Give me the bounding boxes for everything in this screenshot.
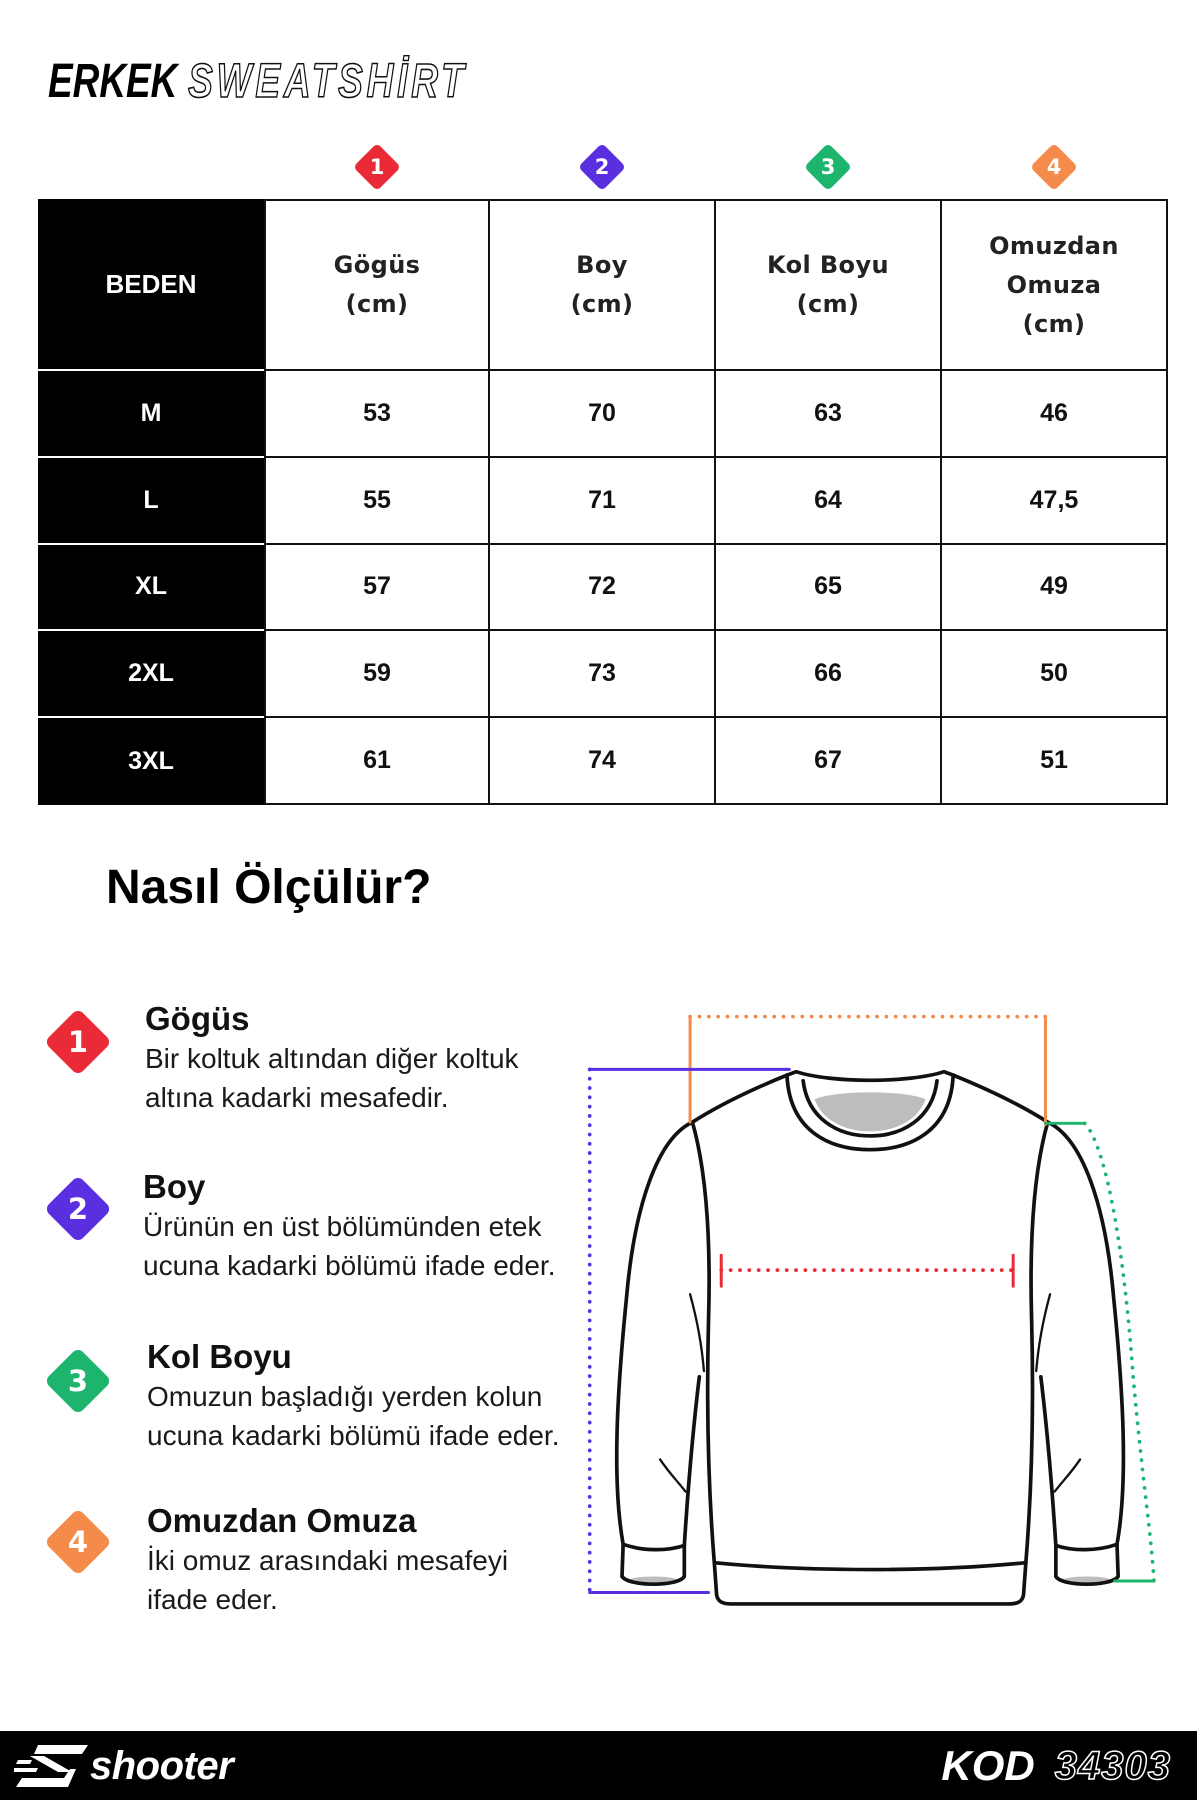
cell-value: 49: [1040, 572, 1068, 601]
column-header-unit: (cm): [570, 290, 634, 318]
badge-number: 4: [67, 1525, 89, 1559]
howto-item-shoulder: [147, 1501, 508, 1619]
footer: [0, 1731, 1197, 1800]
howto-item-sleeve: [147, 1337, 560, 1455]
table-cell: [716, 458, 942, 545]
cell-value: 53: [363, 398, 391, 427]
item-description: İki omuz arasındaki mesafeyi: [147, 1545, 509, 1576]
table-cell: [942, 371, 1168, 458]
column-header-line: Boy: [576, 251, 628, 279]
cell-value: 73: [588, 659, 616, 688]
column-header-unit: (cm): [796, 290, 860, 318]
item-description: ifade eder.: [147, 1584, 278, 1615]
cell-value: 66: [814, 659, 842, 688]
cell-value: 57: [363, 572, 391, 601]
brand-name: shooter: [90, 1743, 234, 1788]
table-cell: [264, 458, 490, 545]
column-header-shoulder: [942, 199, 1168, 371]
badge-number: 3: [820, 155, 836, 179]
page-title-outline: SWEATSHİRT: [188, 55, 468, 108]
product-code-value: 34303: [1054, 1743, 1171, 1788]
item-description: ucuna kadarki bölümü ifade eder.: [143, 1250, 556, 1281]
item-title: Omuzdan Omuza: [147, 1502, 417, 1539]
table-cell: [942, 458, 1168, 545]
cell-value: 55: [363, 485, 391, 514]
cell-value: 63: [814, 398, 842, 427]
table-cell: [490, 458, 716, 545]
column-header-unit: (cm): [345, 290, 409, 318]
table-cell: [264, 718, 490, 805]
number-badge-1: [353, 143, 401, 191]
size-cell: [38, 458, 264, 545]
cell-value: 51: [1040, 746, 1068, 775]
size-header-label: BEDEN: [105, 268, 197, 299]
table-cell: [490, 545, 716, 632]
cell-value: 65: [814, 572, 842, 601]
sleeve-guide-ends: [1045, 1123, 1153, 1581]
cell-value: 61: [363, 746, 391, 775]
cell-value: 74: [588, 746, 616, 775]
item-title: Kol Boyu: [147, 1338, 292, 1375]
shooter-logo-icon: [14, 1742, 88, 1790]
page-title-bold: ERKEK: [48, 55, 178, 108]
table-cell: [490, 371, 716, 458]
badge-number: 4: [1046, 155, 1062, 179]
number-badge-2: [43, 1174, 113, 1244]
item-description: Omuzun başladığı yerden kolun: [147, 1381, 543, 1412]
table-cell: [264, 371, 490, 458]
number-badge-3: [43, 1346, 113, 1416]
item-title: Gögüs: [145, 1000, 250, 1037]
cell-value: 46: [1040, 398, 1068, 427]
cell-value: 59: [363, 659, 391, 688]
item-description: Bir koltuk altından diğer koltuk: [145, 1043, 519, 1074]
howto-item-chest: [145, 999, 519, 1117]
howto-item-length: [143, 1167, 556, 1285]
size-table: [38, 199, 1168, 805]
table-cell: [942, 545, 1168, 632]
cell-value: 67: [814, 746, 842, 775]
column-header-line: Kol Boyu: [767, 251, 889, 279]
badge-number: 2: [594, 155, 610, 179]
cell-value: 64: [814, 485, 842, 514]
table-cell: [716, 718, 942, 805]
section-title: Nasıl Ölçülür?: [106, 861, 432, 914]
number-badge-4: [1030, 143, 1078, 191]
size-cell: [38, 545, 264, 632]
size-label: M: [140, 398, 162, 427]
size-label: XL: [135, 572, 167, 601]
column-header-line: Omuzdan: [989, 231, 1119, 260]
column-header-sleeve: [716, 199, 942, 371]
product-code-label: KOD: [941, 1741, 1035, 1789]
column-header-length: [490, 199, 716, 371]
size-label: 3XL: [128, 747, 174, 776]
item-title: Boy: [143, 1168, 206, 1205]
table-cell: [490, 631, 716, 718]
table-cell: [264, 631, 490, 718]
table-cell: [716, 371, 942, 458]
cell-value: 71: [588, 485, 616, 514]
table-cell: [942, 718, 1168, 805]
item-description: ucuna kadarki bölümü ifade eder.: [147, 1420, 560, 1451]
badge-number: 3: [67, 1364, 89, 1398]
badge-number: 1: [369, 155, 385, 179]
sweatshirt-icon: [577, 1004, 1177, 1612]
cell-value: 50: [1040, 659, 1068, 688]
table-cell: [716, 631, 942, 718]
column-header-line: Omuza: [1006, 270, 1102, 299]
page-title: [48, 55, 468, 108]
number-badge-3: [804, 143, 852, 191]
cell-value: 70: [588, 398, 616, 427]
item-description: altına kadarki mesafedir.: [145, 1082, 449, 1113]
size-cell: [38, 631, 264, 718]
chest-guide-ends: [721, 1255, 1013, 1286]
number-badge-1: [43, 1007, 113, 1077]
table-cell: [942, 631, 1168, 718]
cell-value: 72: [588, 572, 616, 601]
size-label: L: [143, 485, 159, 514]
table-cell: [490, 718, 716, 805]
badge-number: 2: [67, 1192, 89, 1226]
brand-logo: [14, 1742, 233, 1790]
cell-value: 47,5: [1029, 485, 1079, 514]
item-description: Ürünün en üst bölümünden etek: [143, 1211, 542, 1242]
column-header-chest: [264, 199, 490, 371]
sweatshirt-outline: [617, 1072, 1124, 1604]
size-cell: [38, 718, 264, 805]
badge-number: 1: [67, 1025, 89, 1059]
number-badge-2: [578, 143, 626, 191]
product-code: [941, 1742, 1171, 1790]
table-cell: [264, 545, 490, 632]
number-badge-4: [43, 1507, 113, 1577]
size-label: 2XL: [128, 659, 174, 688]
table-cell: [716, 545, 942, 632]
size-header-cell: [38, 199, 264, 371]
column-header-line: Gögüs: [333, 251, 421, 279]
column-header-unit: (cm): [1022, 309, 1086, 338]
size-cell: [38, 371, 264, 458]
